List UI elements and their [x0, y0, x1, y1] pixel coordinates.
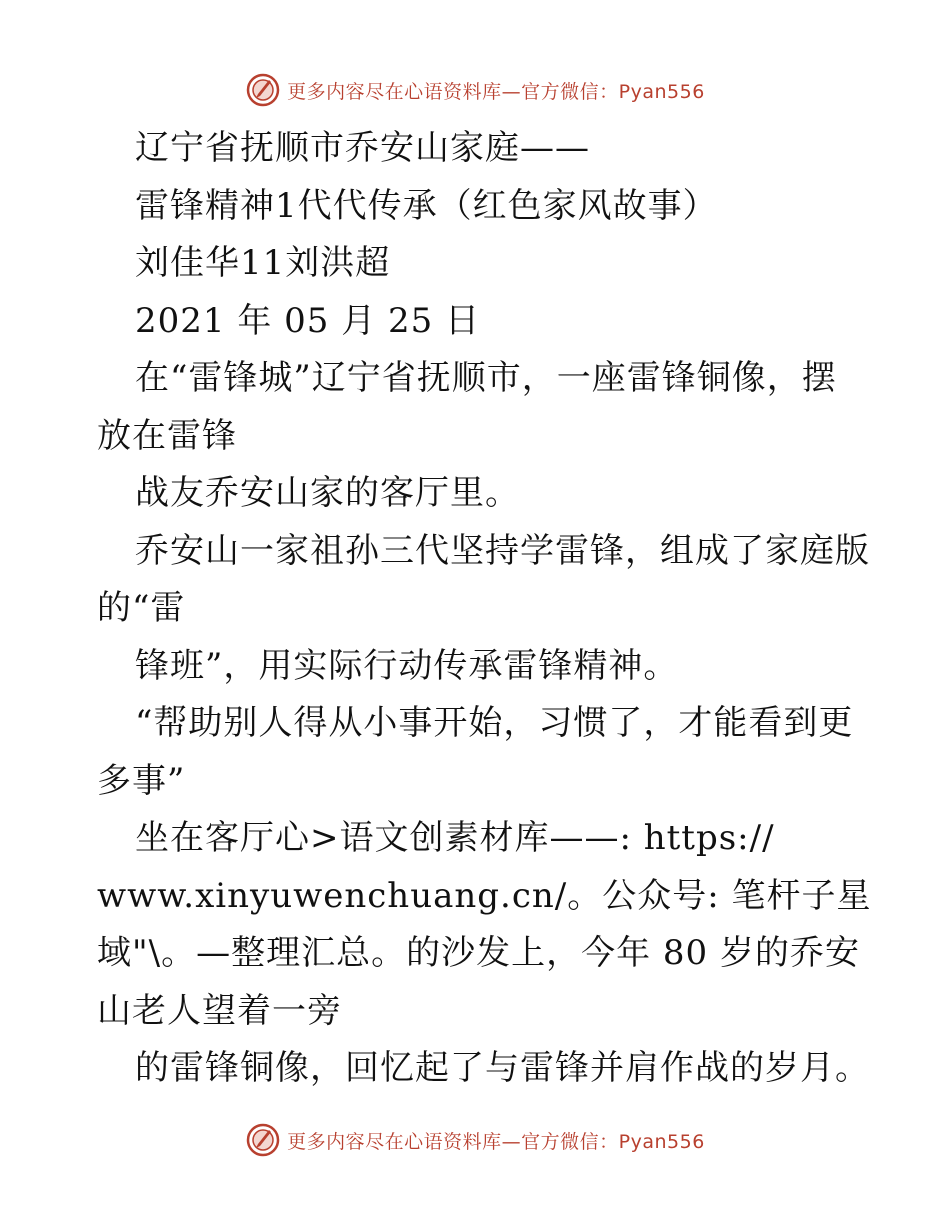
- text-line: www.xinyuwenchuang.cn/。公众号: 笔杆子星: [97, 875, 872, 916]
- text-line: 的雷锋铜像，回忆起了与雷锋并肩作战的岁月。: [135, 1048, 870, 1088]
- text-line: 雷锋精神1代代传承（红色家风故事）: [135, 185, 718, 226]
- text-line: 在“雷锋城”辽宁省抚顺市，一座雷锋铜像，摆: [135, 358, 837, 398]
- text-line: 辽宁省抚顺市乔安山家庭——: [135, 128, 590, 168]
- footer-banner: [0, 1120, 950, 1160]
- text-line: “帮助别人得从小事开始，习惯了，才能看到更: [135, 703, 854, 743]
- text-line: 刘佳华11刘洪超: [135, 243, 391, 283]
- text-line: 放在雷锋: [97, 415, 237, 456]
- text-line: 坐在客厅心>语文创素材库——: https://: [135, 818, 775, 858]
- text-line: 2021 年 05 月 25 日: [135, 300, 481, 341]
- footer-banner-text: 更多内容尽在心语资料库—官方微信：Pyan556: [287, 1130, 705, 1153]
- text-line: 锋班”，用实际行动传承雷锋精神。: [135, 645, 679, 686]
- text-line: 乔安山一家祖孙三代坚持学雷锋，组成了家庭版: [135, 530, 870, 571]
- pen-logo-icon: [245, 72, 281, 108]
- text-line: 的“雷: [97, 588, 186, 628]
- text-line: 战友乔安山家的客厅里。: [135, 473, 520, 513]
- pen-logo-icon: [245, 1122, 281, 1158]
- text-line: 域"\。—整理汇总。的沙发上，今年 80 岁的乔安: [97, 933, 860, 973]
- header-banner-text: 更多内容尽在心语资料库—官方微信：Pyan556: [287, 80, 705, 103]
- header-banner: [0, 70, 950, 110]
- text-line: 多事”: [97, 760, 186, 801]
- document-body: [97, 120, 872, 1098]
- text-line: 山老人望着一旁: [97, 990, 342, 1031]
